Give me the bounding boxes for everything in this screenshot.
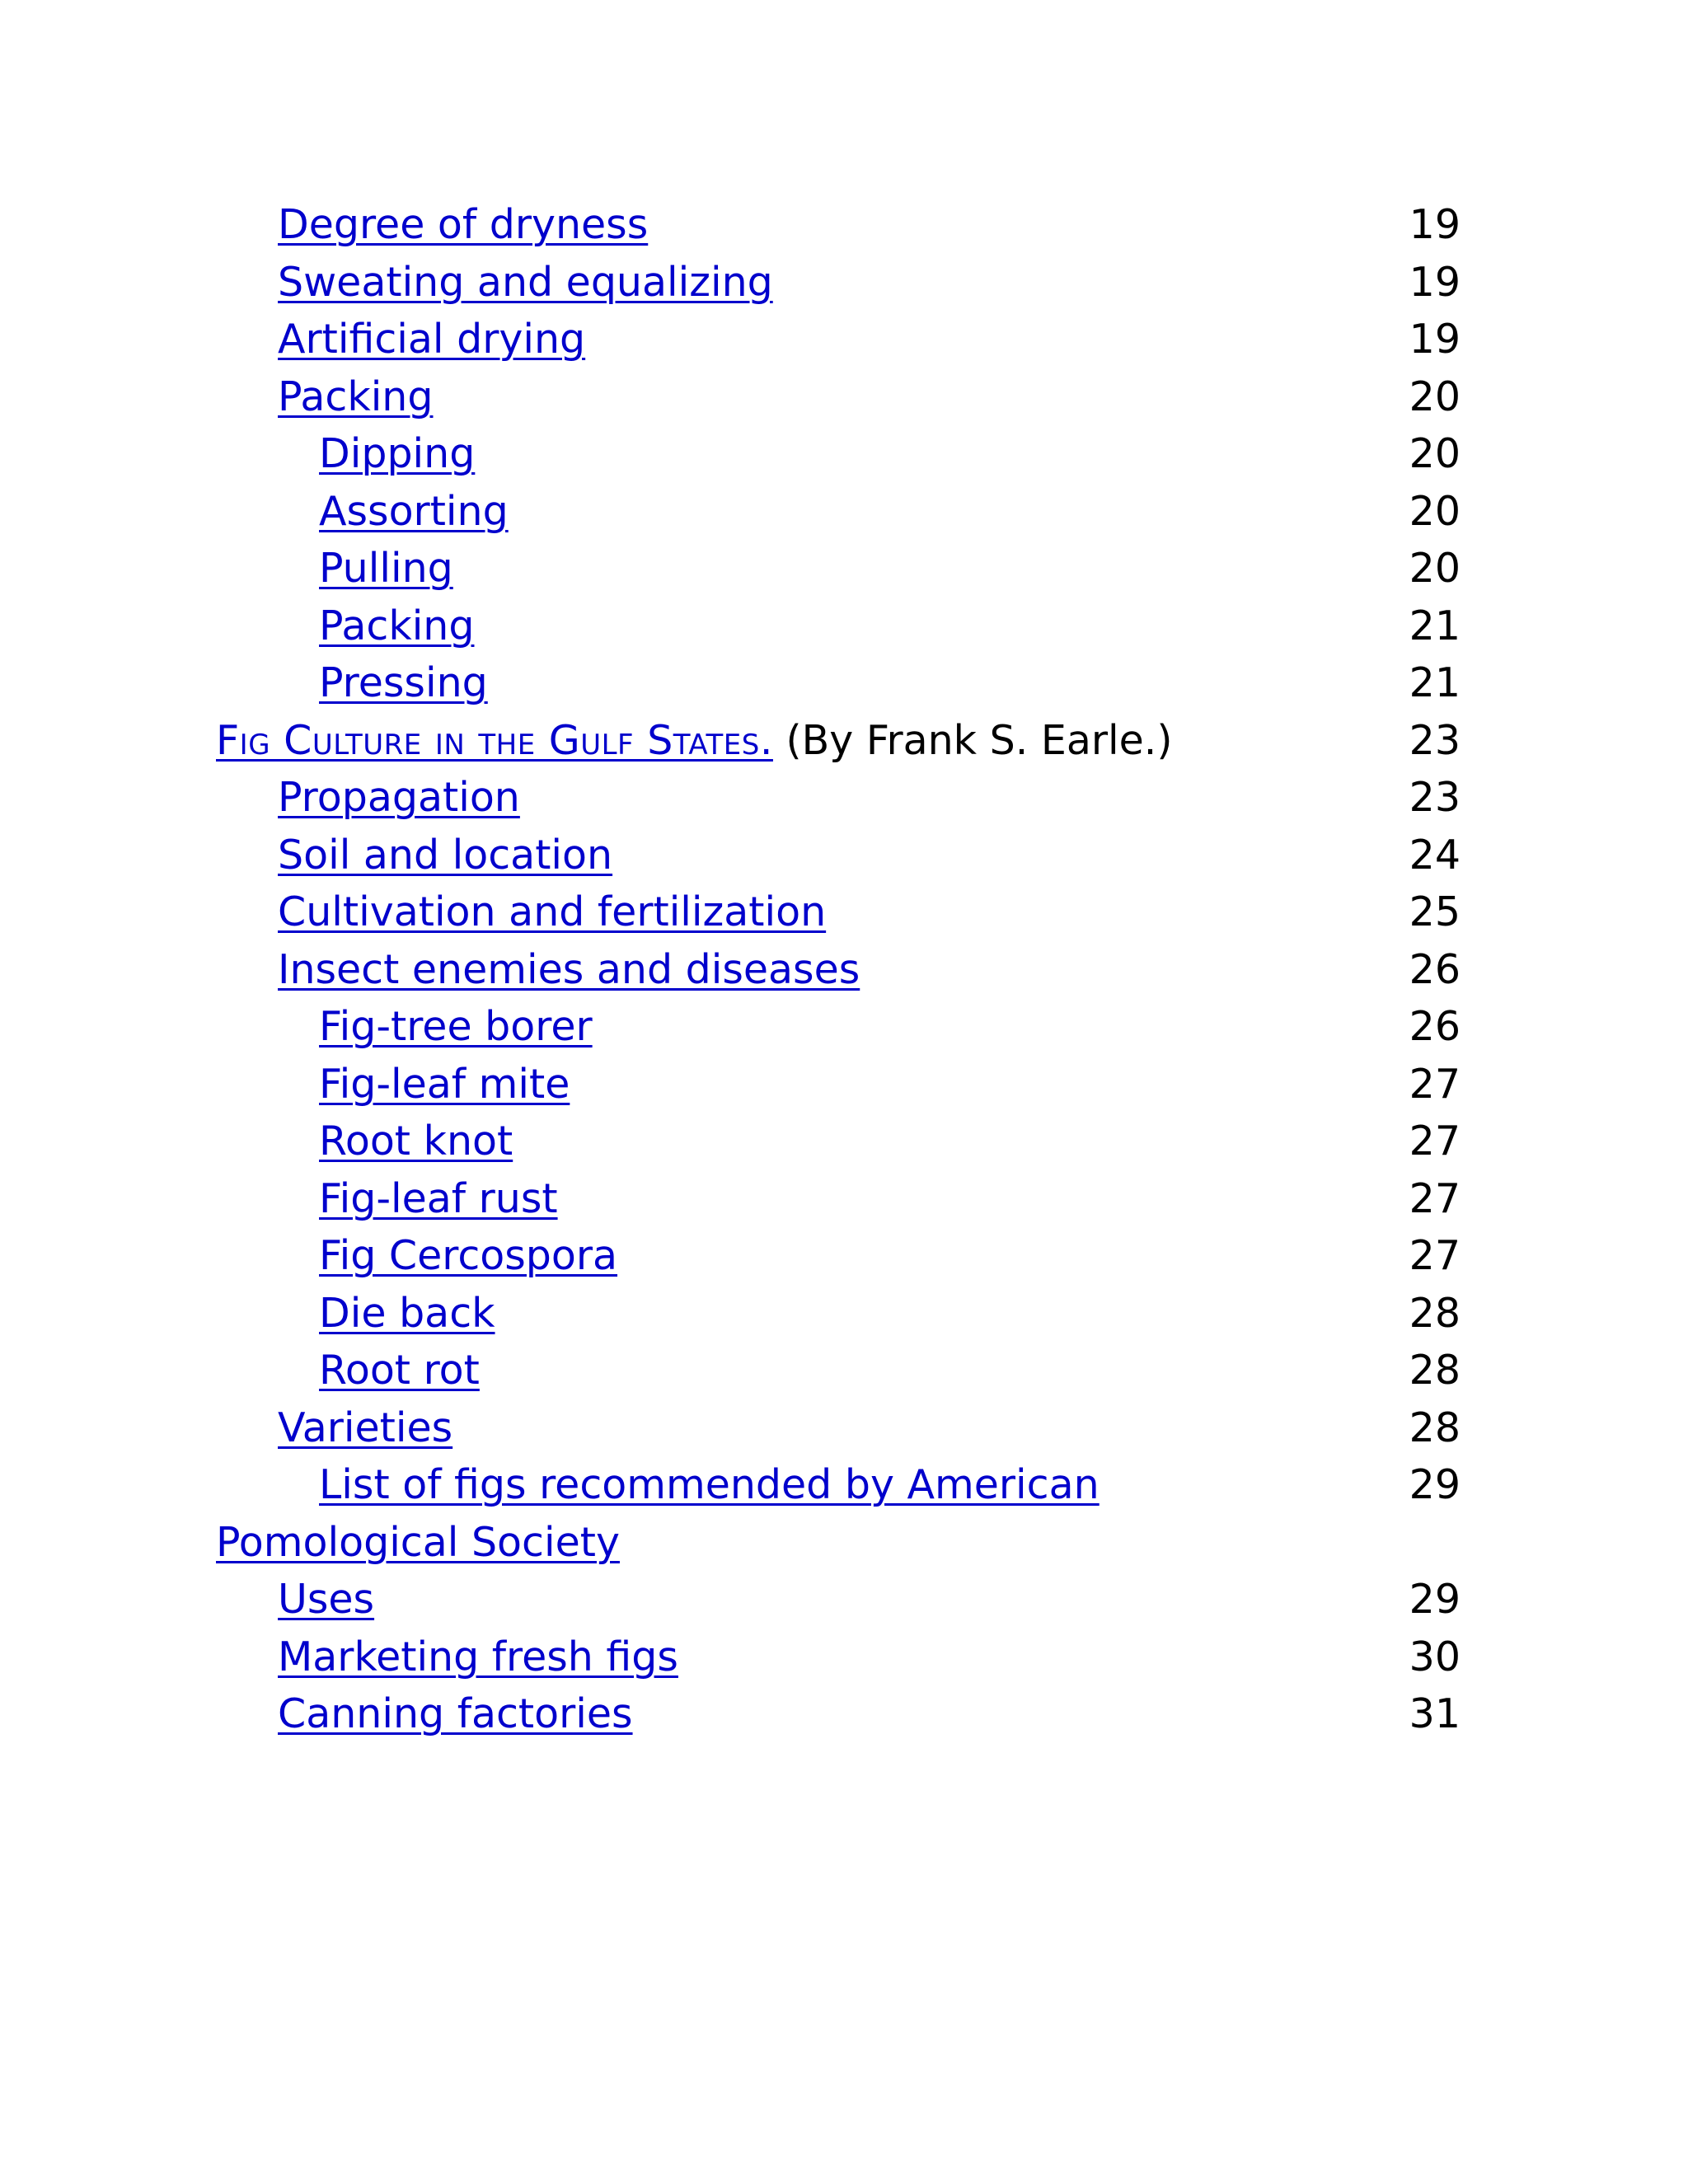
toc-link-list-of-figs-recommended[interactable]: List of figs recommended by American Pomological Society	[216, 1461, 1100, 1566]
page-number: 21	[1409, 659, 1461, 706]
page-number: 23	[1409, 774, 1461, 821]
toc-entry	[216, 998, 1461, 1056]
page-number: 20	[1409, 373, 1461, 420]
toc-link-propagation[interactable]: Propagation	[278, 774, 520, 821]
page-number: 31	[1409, 1690, 1461, 1737]
toc-entry	[216, 654, 1461, 712]
toc-link-root-knot[interactable]: Root knot	[319, 1118, 513, 1165]
page-number: 20	[1409, 545, 1461, 592]
toc-entry	[216, 1629, 1461, 1686]
toc-entry	[216, 1227, 1461, 1285]
author-credit: (By Frank S. Earle.)	[772, 716, 1173, 764]
toc-link-fig-cercospora[interactable]: Fig Cercospora	[319, 1232, 618, 1279]
toc-link-artificial-drying[interactable]: Artificial drying	[278, 316, 586, 363]
toc-entry	[216, 1170, 1461, 1228]
toc-entry	[216, 827, 1461, 884]
page-number: 27	[1409, 1174, 1461, 1222]
toc-link-fig-culture-gulf-states[interactable]: Fig Culture in the Gulf States.	[216, 716, 773, 764]
page-number: 20	[1409, 487, 1461, 535]
toc-entry	[216, 483, 1461, 541]
toc-link-marketing-fresh-figs[interactable]: Marketing fresh figs	[278, 1633, 678, 1680]
toc-section-heading	[216, 712, 1461, 770]
toc-entry	[216, 1342, 1461, 1399]
page-number: 29	[1409, 1461, 1461, 1508]
page-number: 24	[1409, 831, 1461, 879]
toc-link-pulling[interactable]: Pulling	[319, 545, 453, 592]
toc-link-fig-leaf-rust[interactable]: Fig-leaf rust	[319, 1174, 558, 1222]
toc-link-root-rot[interactable]: Root rot	[319, 1347, 480, 1394]
toc-entry	[216, 1456, 1461, 1571]
toc-entry	[216, 1285, 1461, 1343]
toc-entry	[216, 1113, 1461, 1170]
toc-entry	[216, 540, 1461, 598]
toc-entry	[216, 254, 1461, 312]
page-number: 28	[1409, 1289, 1461, 1337]
page-number: 25	[1409, 888, 1461, 935]
toc-link-pressing[interactable]: Pressing	[319, 659, 488, 706]
toc-link-varieties[interactable]: Varieties	[278, 1404, 453, 1451]
toc-link-sweating-and-equalizing[interactable]: Sweating and equalizing	[278, 258, 773, 306]
toc-link-assorting[interactable]: Assorting	[319, 487, 509, 535]
page-number: 20	[1409, 430, 1461, 477]
page-number: 26	[1409, 945, 1461, 993]
page-number: 21	[1409, 602, 1461, 649]
toc-link-die-back[interactable]: Die back	[319, 1289, 495, 1337]
toc-entry	[216, 941, 1461, 999]
page-number: 28	[1409, 1347, 1461, 1394]
page-number: 27	[1409, 1118, 1461, 1165]
page-number: 30	[1409, 1633, 1461, 1680]
page-number: 27	[1409, 1232, 1461, 1279]
page-number: 29	[1409, 1576, 1461, 1623]
toc-link-packing[interactable]: Packing	[278, 373, 434, 420]
toc-link-degree-of-dryness[interactable]: Degree of dryness	[278, 201, 649, 248]
toc-entry	[216, 1056, 1461, 1113]
page-number: 19	[1409, 258, 1461, 306]
page-number: 19	[1409, 201, 1461, 248]
page-number: 26	[1409, 1003, 1461, 1050]
toc-entry	[216, 311, 1461, 368]
toc-entry	[216, 1571, 1461, 1629]
toc-entry	[216, 883, 1461, 941]
page-number: 19	[1409, 316, 1461, 363]
toc-entry	[216, 368, 1461, 426]
toc-entry	[216, 196, 1461, 254]
toc-link-packing-sub[interactable]: Packing	[319, 602, 475, 649]
toc-link-uses[interactable]: Uses	[278, 1576, 375, 1623]
toc-link-fig-tree-borer[interactable]: Fig-tree borer	[319, 1003, 593, 1050]
toc-link-dipping[interactable]: Dipping	[319, 430, 476, 477]
toc-link-cultivation-and-fertilization[interactable]: Cultivation and fertilization	[278, 888, 827, 935]
toc-link-soil-and-location[interactable]: Soil and location	[278, 831, 613, 879]
toc-entry	[216, 1399, 1461, 1457]
page-number: 27	[1409, 1060, 1461, 1108]
toc-entry	[216, 425, 1461, 483]
toc-link-canning-factories[interactable]: Canning factories	[278, 1690, 633, 1737]
table-of-contents	[216, 196, 1461, 1743]
toc-entry	[216, 1685, 1461, 1743]
page-number: 28	[1409, 1404, 1461, 1451]
page-number: 23	[1409, 716, 1461, 764]
toc-link-insect-enemies-and-diseases[interactable]: Insect enemies and diseases	[278, 945, 860, 993]
toc-link-fig-leaf-mite[interactable]: Fig-leaf mite	[319, 1060, 570, 1108]
toc-entry	[216, 598, 1461, 655]
toc-entry	[216, 769, 1461, 827]
